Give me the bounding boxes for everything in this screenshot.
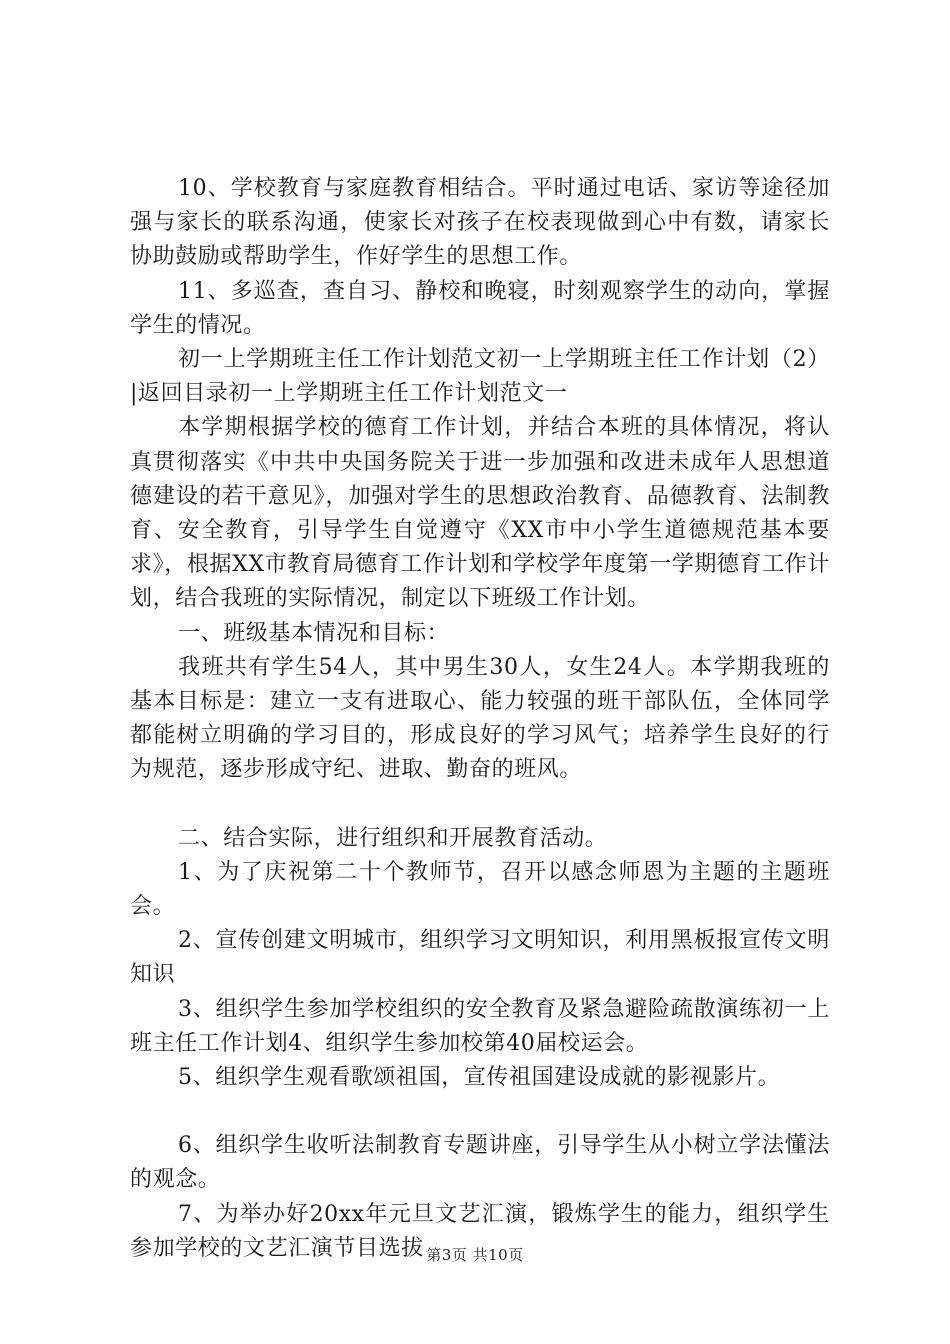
list-item-2: 2、宣传创建文明城市，组织学习文明知识，利用黑板报宣传文明知识 (130, 928, 830, 988)
paragraph-item-11: 11、多巡查，查自习、静校和晚寝，时刻观察学生的动向，掌握学生的情况。 (130, 278, 830, 338)
list-item-5: 5、组织学生观看歌颂祖国，宣传祖国建设成就的影视影片。 (178, 1065, 781, 1091)
page-number-footer: 第3页 共10页 (426, 1246, 524, 1264)
heading-activities: 二、结合实际，进行组织和开展教育活动。 (178, 825, 608, 851)
paragraph-class-basics: 我班共有学生54人，其中男生30人，女生24人。本学期我班的基本目标是：建立一支有进取心、能力较强的班干部队伍，全体同学都能树立明确的学习目的，形成良好的学习风气；培养学生良好的行为规范，逐步形成守纪、进取、勤奋的班风。 (130, 654, 830, 783)
document-body (130, 172, 830, 1266)
paragraph-item-10: 10、学校教育与家庭教育相结合。平时通过电话、家访等途径加强与家长的联系沟通，使家长对孩子在校表现做到心中有数，请家长协助鼓励或帮助学生，作好学生的思想工作。 (130, 176, 830, 270)
paragraph-section-link: 初一上学期班主任工作计划范文初一上学期班主任工作计划（2）|返回目录初一上学期班主任工作计划范文一 (130, 347, 830, 407)
paragraph-intro: 本学期根据学校的德育工作计划，并结合本班的具体情况，将认真贯彻落实《中共中央国务院关于进一步加强和改进未成年人思想道德建设的若干意见》，加强对学生的思想政治教育、品德教育、法制教育、安全教育，引导学生自觉遵守《XX市中小学生道德规范基本要求》，根据XX市教育局德育工作计划和学校学年度第一学期德育工作计划，结合我班的实际情况，制定以下班级工作计划。 (130, 415, 830, 612)
list-item-6: 6、组织学生收听法制教育专题讲座，引导学生从小树立学法懂法的观念。 (130, 1133, 830, 1193)
list-item-3-4: 3、组织学生参加学校组织的安全教育及紧急避险疏散演练初一上班主任工作计划4、组织学生参加校第40届校运会。 (130, 996, 830, 1056)
list-item-7: 7、为举办好20xx年元旦文艺汇演，锻炼学生的能力，组织学生参加学校的文艺汇演节目选拔 (130, 1201, 830, 1261)
heading-class-basics: 一、班级基本情况和目标： (178, 620, 450, 646)
list-item-1: 1、为了庆祝第二十个教师节，召开以感念师恩为主题的主题班会。 (130, 859, 830, 920)
